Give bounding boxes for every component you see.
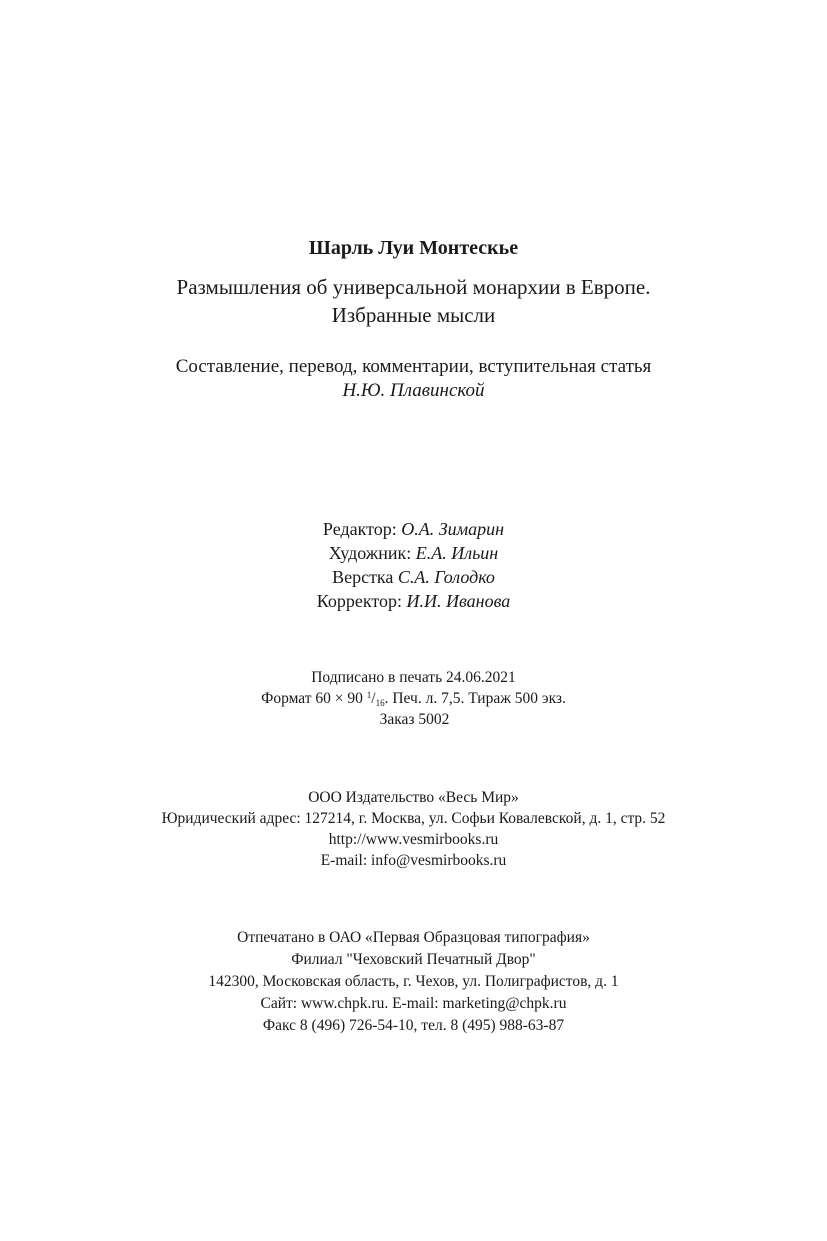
printer-address: 142300, Московская область, г. Чехов, ул. Полиграфистов, д. 1 bbox=[208, 973, 619, 990]
credit-role: Редактор: bbox=[322, 519, 402, 539]
credit-role: Корректор: bbox=[316, 591, 407, 611]
format-prefix: Формат 60 × 90 bbox=[261, 690, 367, 707]
book-title bbox=[0, 273, 827, 329]
staff-credits bbox=[0, 517, 827, 613]
print-info bbox=[0, 667, 827, 730]
publisher-email: E-mail: info@vesmirbooks.ru bbox=[320, 852, 507, 869]
publisher-name: ООО Издательство «Весь Мир» bbox=[308, 789, 519, 806]
title-line-1: Размышления об универсальной монархии в Европе. bbox=[176, 275, 651, 299]
credit-layout bbox=[0, 565, 827, 589]
order-number: Заказ 5002 bbox=[379, 711, 450, 728]
publisher-info bbox=[0, 787, 827, 871]
credit-role: Художник: bbox=[328, 543, 416, 563]
printer-contacts: Сайт: www.chpk.ru. E-mail: marketing@chpk.ru bbox=[260, 995, 567, 1012]
signed-date: Подписано в печать 24.06.2021 bbox=[311, 669, 516, 686]
credit-person: О.А. Зимарин bbox=[401, 519, 505, 539]
printer-info bbox=[0, 927, 827, 1037]
author-name bbox=[0, 235, 827, 261]
format-numerator: 1 bbox=[366, 690, 372, 700]
credit-editor bbox=[0, 517, 827, 541]
format-slash: / bbox=[371, 690, 376, 707]
credit-proofreader bbox=[0, 589, 827, 613]
credit-artist bbox=[0, 541, 827, 565]
format-denominator: 16 bbox=[375, 698, 385, 708]
compiler-role: Составление, перевод, комментарии, вступительная статья bbox=[175, 356, 652, 377]
publisher-address: Юридический адрес: 127214, г. Москва, ул. Софьи Ковалевской, д. 1, стр. 52 bbox=[161, 810, 666, 827]
credit-person: С.А. Голодко bbox=[397, 567, 495, 587]
credit-person: И.И. Иванова bbox=[406, 591, 511, 611]
compiler-name: Н.Ю. Плавинской bbox=[342, 380, 485, 401]
printer-name: Отпечатано в ОАО «Первая Образцовая типография» bbox=[237, 929, 590, 946]
credit-role: Верстка bbox=[332, 567, 398, 587]
author-line: Шарль Луи Монтескье bbox=[308, 237, 519, 259]
printer-phones: Факс 8 (496) 726-54-10, тел. 8 (495) 988-63-87 bbox=[262, 1017, 565, 1034]
credit-person: Е.А. Ильин bbox=[415, 543, 499, 563]
format-suffix: . Печ. л. 7,5. Тираж 500 экз. bbox=[384, 690, 566, 707]
printer-branch: Филиал "Чеховский Печатный Двор" bbox=[291, 951, 536, 968]
compiler-credit bbox=[0, 355, 827, 403]
title-line-2: Избранные мысли bbox=[331, 303, 496, 327]
publisher-website: http://www.vesmirbooks.ru bbox=[328, 831, 499, 848]
format-line bbox=[0, 688, 827, 709]
